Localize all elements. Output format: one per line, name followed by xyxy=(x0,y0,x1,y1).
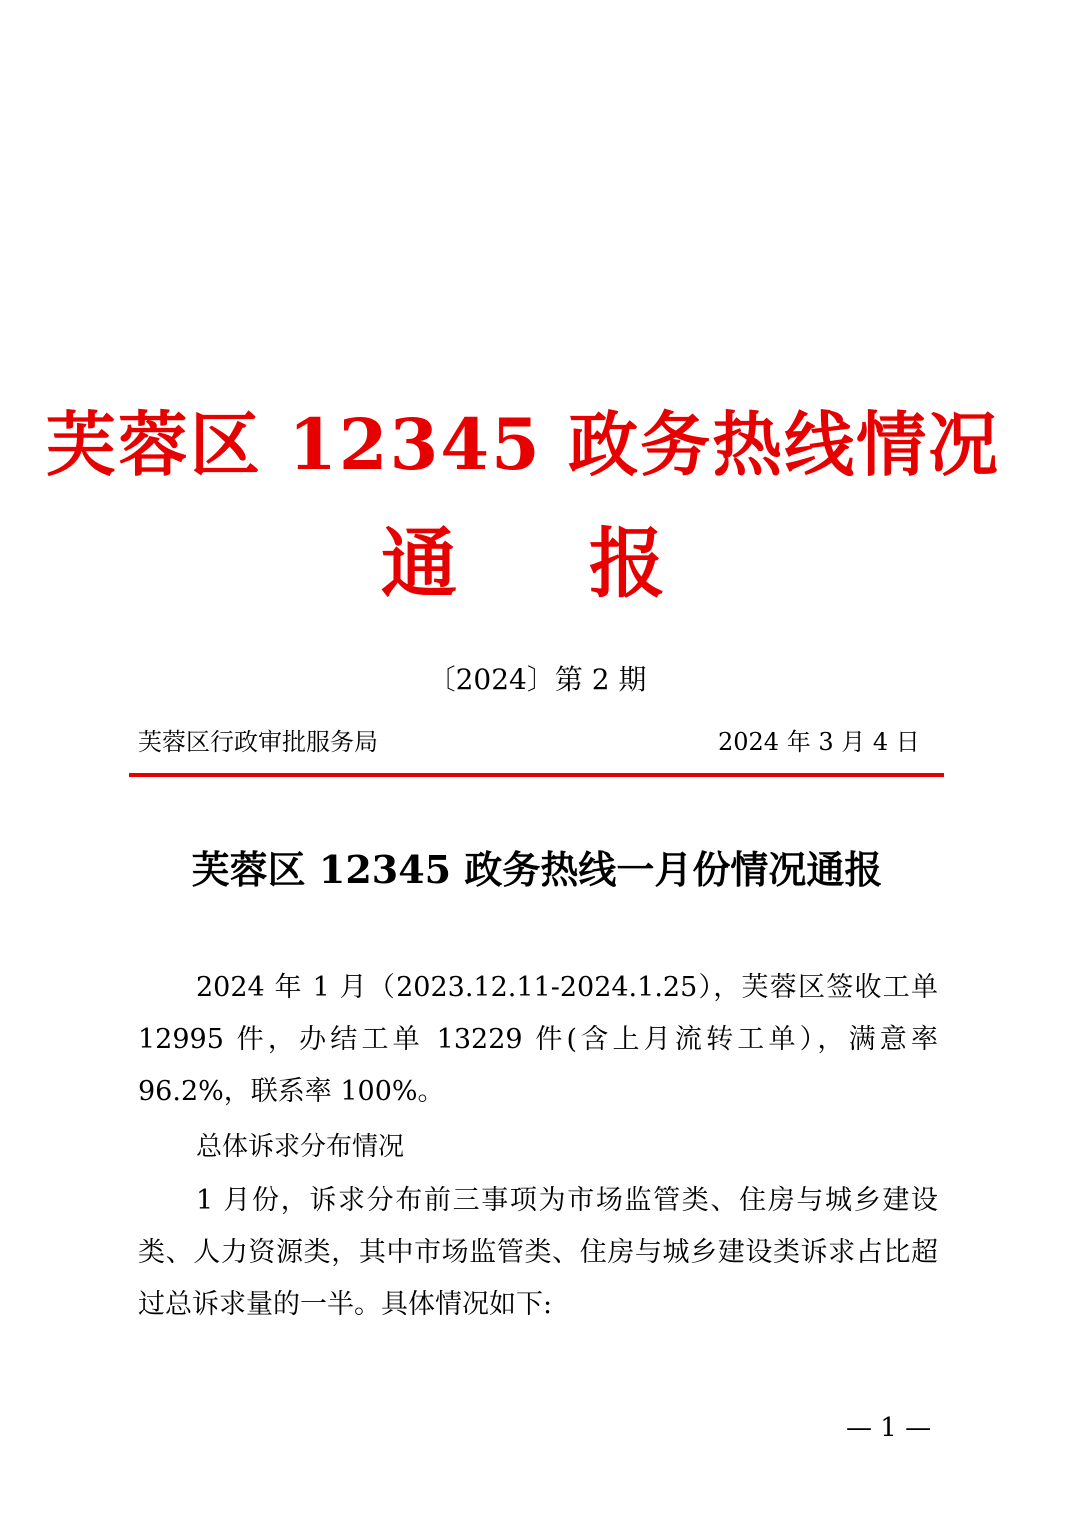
page-number: — 1 — xyxy=(846,1413,932,1443)
red-divider-rule xyxy=(129,773,944,777)
bulletin-title-line2 xyxy=(0,518,1060,610)
distribution-paragraph xyxy=(138,1175,938,1331)
summary-paragraph xyxy=(138,962,938,1118)
issuing-agency: 芙蓉区行政审批服务局 xyxy=(138,728,378,756)
document-title: 芙蓉区 12345 政务热线一月份情况通报 xyxy=(191,847,883,892)
bulletin-title-char-right: 报 xyxy=(589,519,665,608)
distribution-paragraph-text: 1 月份，诉求分布前三事项为市场监管类、住房与城乡建设类、人力资源类，其中市场监管类、住房与城乡建设类诉求占比超过总诉求量的一半。具体情况如下: xyxy=(138,1185,938,1320)
issue-date: 2024 年 3 月 4 日 xyxy=(718,728,920,756)
section-heading: 总体诉求分布情况 xyxy=(196,1132,405,1162)
issue-number: 〔2024〕第 2 期 xyxy=(427,663,647,696)
bulletin-title-line1: 芙蓉区 12345 政务热线情况 xyxy=(45,403,1001,486)
bulletin-title-char-left: 通 xyxy=(381,519,457,608)
summary-paragraph-text: 2024 年 1 月（2023.12.11-2024.1.25），芙蓉区签收工单 12995 件，办结工单 13229 件(含上月流转工单），满意率 96.2%，联系率 100%。 xyxy=(138,972,938,1107)
